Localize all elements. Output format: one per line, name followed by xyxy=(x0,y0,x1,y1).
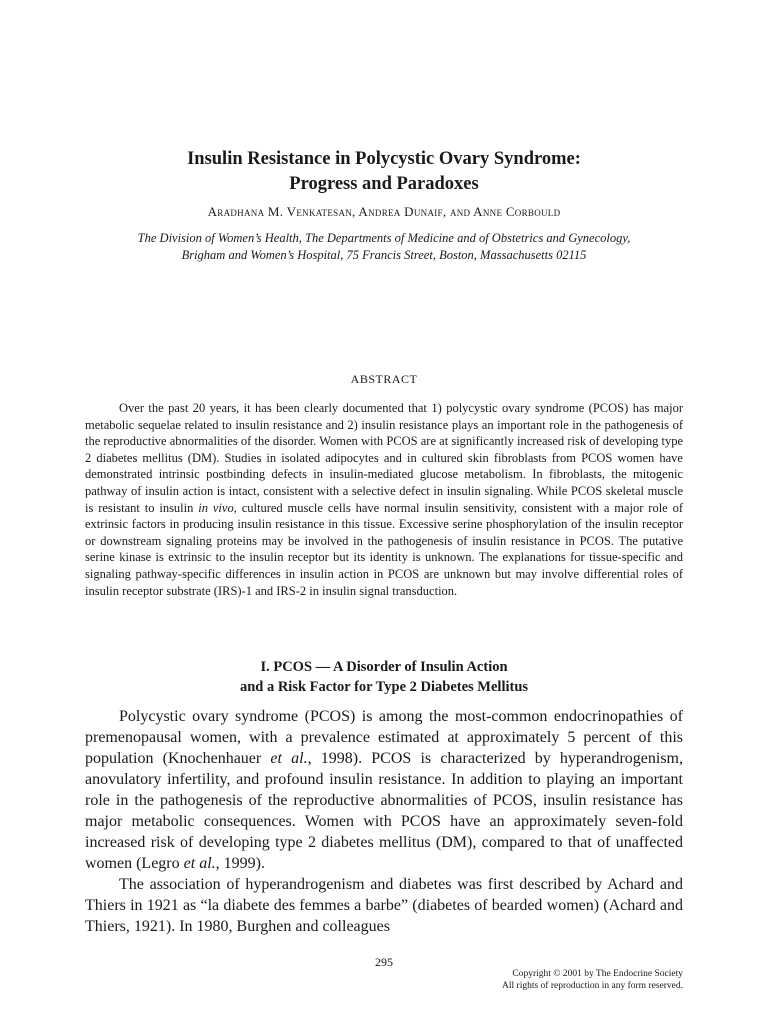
section-heading xyxy=(84,657,684,697)
abstract-heading: ABSTRACT xyxy=(350,372,418,386)
paragraph-1-text-a: Polycystic ovary syndrome (PCOS) is among the most-common endocrinopathies of premenopausal women, with a prevalence estimated at approximately 5 percent of this population (Knochenhauer xyxy=(85,708,683,767)
paragraph-1-text-b: , 1998). PCOS is characterized by hyperandrogenism, anovulatory infertility, and profound insulin resistance. In addition to playing an important role in the pathogenesis of the reproductive abnormalities of PCOS, insulin resistance has major metabolic consequences. Women with PCOS have an approximately seven-fold increased risk of developing type 2 diabetes mellitus (DM), compared to that of unaffected women (Legro xyxy=(85,750,684,872)
abstract-body xyxy=(85,400,683,599)
copyright-line-2: All rights of reproduction in any form reserved. xyxy=(502,981,683,991)
body-paragraph-2: The association of hyperandrogenism and diabetes was first described by Achard and Thiers in 1921 as “la diabete des femmes a barbe” (diabetes of bearded women) (Achard and Thiers, 1921). In 1980, Burghen and colleagues xyxy=(85,876,683,935)
paper-title xyxy=(84,147,684,197)
abstract-text-part-2: , cultured muscle cells have normal insulin sensitivity, consistent with a major role of extrinsic factors in producing insulin resistance in this tissue. Excessive serine phosphorylation of the insulin receptor or downstream signaling proteins may be involved in the pathogenesis of insulin resistance in PCOS. The putative serine kinase is extrinsic to the insulin receptor but its identity is unknown. The explanations for tissue-specific and signaling pathway-specific differences in insulin action in PCOS are unknown but may involve differential roles of insulin receptor substrate (IRS)-1 and IRS-2 in insulin signal transduction. xyxy=(85,500,684,598)
paragraph-1-text-c: , 1999). xyxy=(215,855,265,872)
copyright-line-1: Copyright © 2001 by The Endocrine Society xyxy=(512,969,683,979)
affiliation-line-2: Brigham and Women’s Hospital, 75 Francis Street, Boston, Massachusetts 02115 xyxy=(181,248,587,262)
page-number: 295 xyxy=(375,955,393,969)
section-heading-line-2: and a Risk Factor for Type 2 Diabetes Mellitus xyxy=(239,679,529,695)
title-line-1: Insulin Resistance in Polycystic Ovary Syndrome: xyxy=(187,149,581,169)
citation-et-al-2: et al. xyxy=(183,855,216,872)
abstract-text-part-1: Over the past 20 years, it has been clearly documented that 1) polycystic ovary syndrome (PCOS) has major metabolic sequelae related to insulin resistance and 2) insulin resistance plays an important role in the pathogenesis of the reproductive abnormalities of the disorder. Women with PCOS are at significantly increased risk of developing type 2 diabetes mellitus (DM). Studies in isolated adipocytes and in cultured skin fibroblasts from PCOS women have demonstrated intrinsic postbinding defects in insulin-mediated glucose metabolism. In fibroblasts, the mitogenic pathway of insulin action is intact, consistent with a selective defect in insulin signaling. While PCOS skeletal muscle is resistant to insulin xyxy=(85,401,683,515)
citation-et-al-1: et al. xyxy=(270,750,308,767)
abstract-in-vivo: in vivo xyxy=(198,500,234,515)
author-list: Aradhana M. Venkatesan, Andrea Dunaif, and Anne Corbould xyxy=(207,204,561,219)
copyright-notice xyxy=(502,968,683,992)
body-paragraph-1 xyxy=(85,706,683,874)
section-heading-line-1: I. PCOS — A Disorder of Insulin Action xyxy=(260,659,508,675)
affiliation-line-1: The Division of Women’s Health, The Departments of Medicine and of Obstetrics and Gynecology, xyxy=(137,231,631,245)
affiliation xyxy=(70,230,698,264)
title-line-2: Progress and Paradoxes xyxy=(289,174,479,194)
section-body xyxy=(85,706,683,937)
